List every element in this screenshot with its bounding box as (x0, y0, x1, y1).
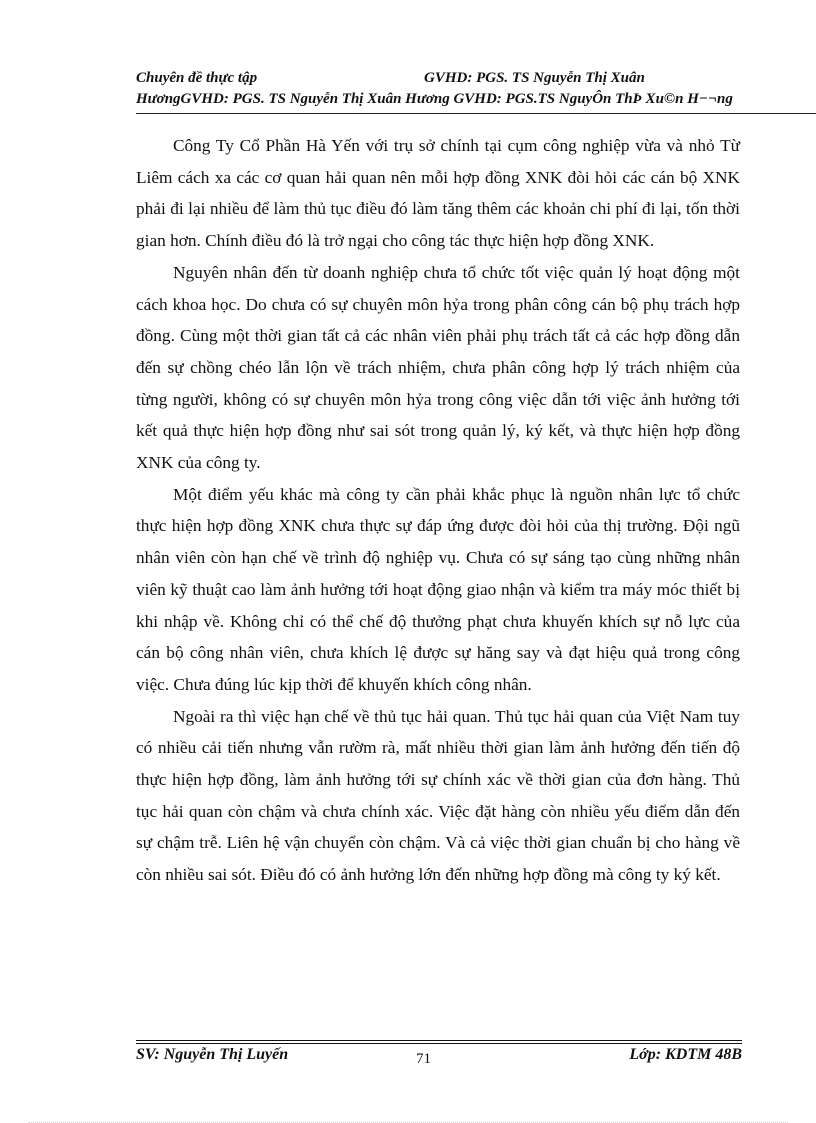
paragraph-4: Ngoài ra thì việc hạn chế về thủ tục hải quan. Thủ tục hải quan của Việt Nam tuy có nhiều cải tiến nhưng vẫn rườm rà, mất nhiều thời gian làm ảnh hưởng đến tiến độ thực hiện hợp đồng, làm ảnh hưởng tới sự chính xác về thời gian của đơn hàng. Thủ tục hải quan còn chậm và chưa chính xác. Việc đặt hàng còn nhiều yếu điểm dẫn đến sự chậm trễ. Liên hệ vận chuyển còn chậm. Và cả việc thời gian chuẩn bị cho hàng về còn nhiều sai sót. Điều đó có ảnh hưởng lớn đến những hợp đồng mà công ty ký kết. (136, 706, 740, 885)
footer-student-name: SV: Nguyễn Thị Luyến (136, 1046, 289, 1063)
header-supervisor: GVHD: PGS. TS Nguyễn Thị Xuân (424, 70, 645, 86)
paragraph-2: Nguyên nhân đến từ doanh nghiệp chưa tổ chức tốt việc quản lý hoạt động một cách khoa học. Do chưa có sự chuyên môn hỷa trong phân công cán bộ phụ trách hợp đồng. Cùng một thời gian tất cả các nhân viên phải phụ trách tất cả các hợp đồng dẫn đến sự chồng chéo lẫn lộn về trách nhiệm, chưa phân công hợp lý trách nhiệm của từng người, không có sự chuyên môn hỷa trong công việc dẫn tới việc ảnh hưởng tới kết quả thực hiện hợp đồng như sai sót trong quản lý, ký kết, và thực hiện hợp đồng XNK của công ty. (136, 262, 740, 473)
page-number: 71 (416, 1051, 431, 1067)
header-course-title: Chuyên đề thực tập (136, 70, 258, 86)
header-supervisor-line2: HươngGVHD: PGS. TS Nguyễn Thị Xuân Hương GVHD: PGS.TS NguyÔn ThÞ Xu©n H−¬ng (136, 91, 733, 107)
body-text (136, 130, 740, 891)
page-header (136, 68, 816, 110)
footer-class: Lớp: KDTM 48B (629, 1046, 742, 1063)
page-footer (136, 1044, 742, 1068)
footer-rule-thick (136, 1040, 742, 1041)
header-rule (136, 113, 816, 114)
paragraph-1: Công Ty Cổ Phần Hà Yến với trụ sở chính tại cụm công nghiệp vừa và nhỏ Từ Liêm cách xa các cơ quan hải quan nên mỗi hợp đồng XNK đòi hỏi các cán bộ XNK phải đi lại nhiều để làm thủ tục điều đó làm tăng thêm các khoản chi phí đi lại, tốn thời gian hơn. Chính điều đó là trở ngại cho công tác thực hiện hợp đồng XNK. (136, 136, 740, 251)
paragraph-3: Một điểm yếu khác mà công ty cần phải khắc phục là nguồn nhân lực tổ chức thực hiện hợp đồng XNK chưa thực sự đáp ứng được đòi hỏi của thị trường. Đội ngũ nhân viên còn hạn chế về trình độ nghiệp vụ. Chưa có sự sáng tạo cùng những nhân viên kỹ thuật cao làm ảnh hưởng tới hoạt động giao nhận và kiểm tra máy móc thiết bị khi nhập về. Không chỉ có thể chế độ thưởng phạt chưa khuyến khích sự nỗ lực của cán bộ công nhân viên, chưa khích lệ được sự hăng say và đạt hiệu quả trong công việc. Chưa đúng lúc kịp thời để khuyến khích công nhân. (136, 484, 740, 694)
